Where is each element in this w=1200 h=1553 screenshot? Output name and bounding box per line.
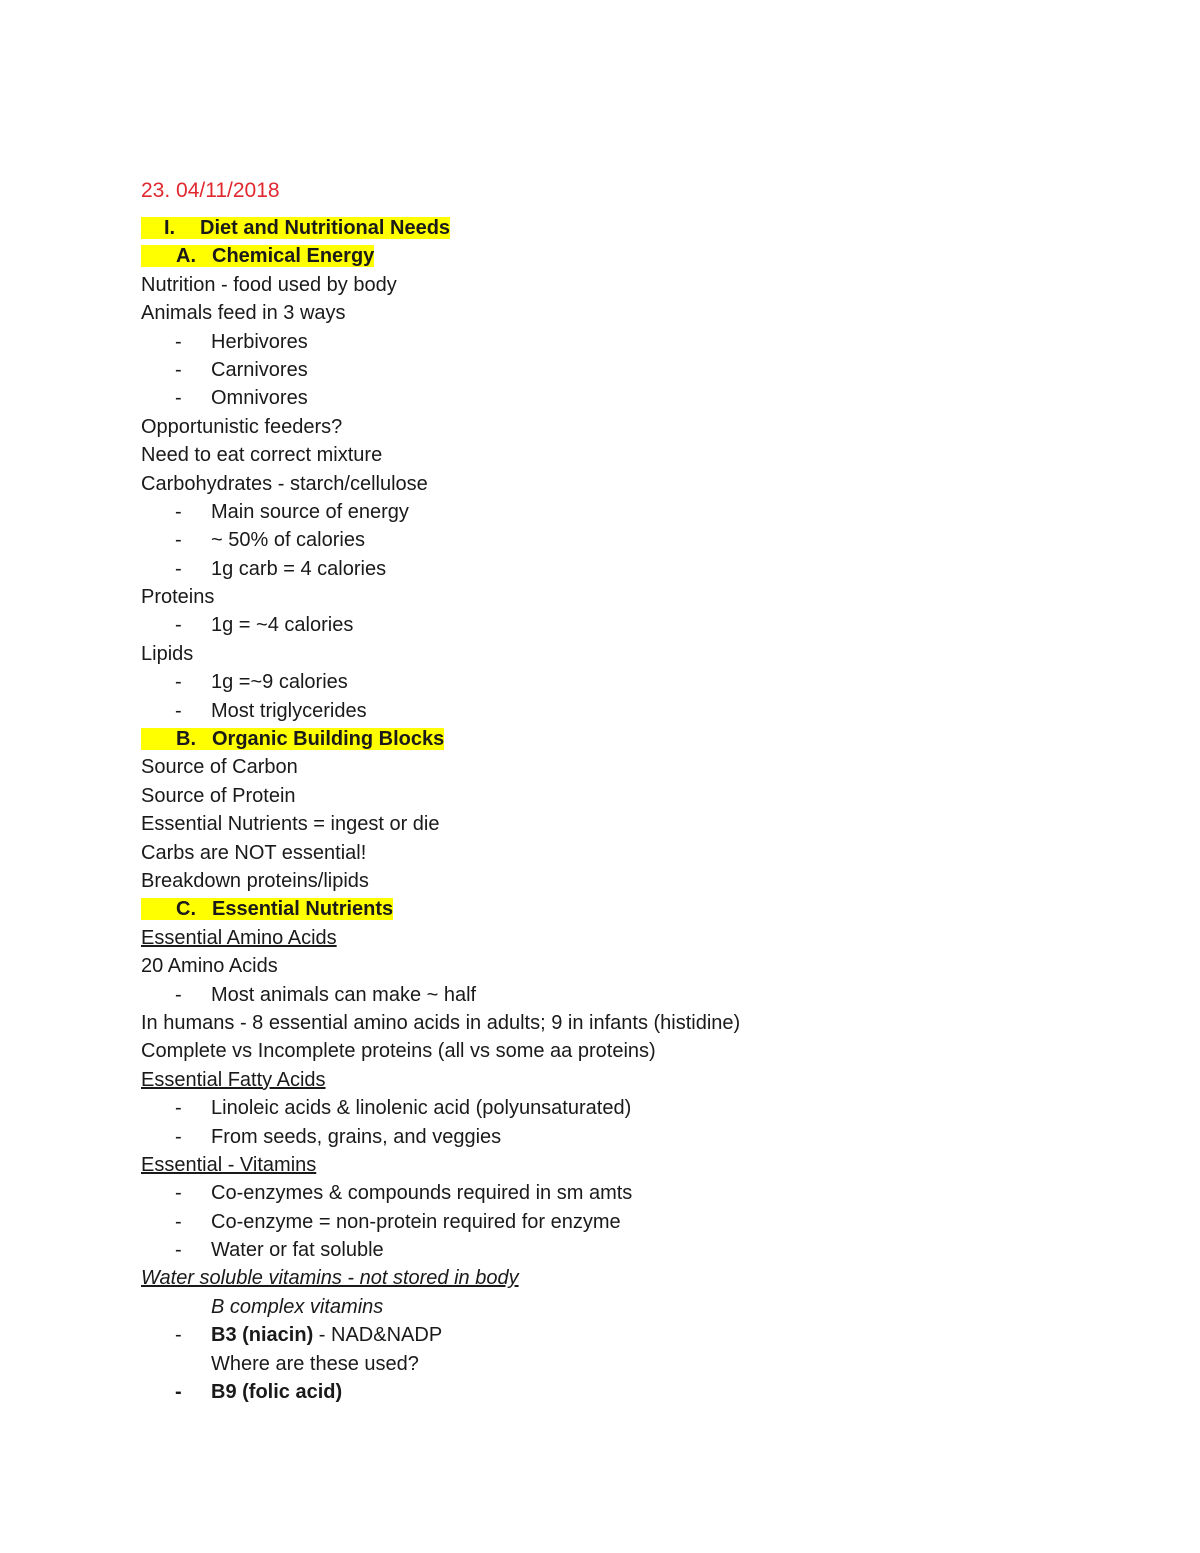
line-text: Source of Carbon xyxy=(141,756,298,779)
bullet-dash: - xyxy=(175,529,182,552)
bullet-text: 1g = ~4 calories xyxy=(211,614,354,637)
bullet-item xyxy=(141,1094,1101,1122)
line-text: Proteins xyxy=(141,586,215,609)
section-heading xyxy=(141,895,1101,923)
text-line xyxy=(141,839,1101,867)
bullet-item xyxy=(141,526,1101,554)
bullet-dash: - xyxy=(175,1324,182,1347)
heading-marker: B. xyxy=(176,728,196,751)
text-line xyxy=(141,441,1101,469)
text-line xyxy=(141,952,1101,980)
bullet-text: - NAD&NADP xyxy=(313,1324,443,1347)
line-text: Nutrition - food used by body xyxy=(141,273,397,296)
bullet-dash: - xyxy=(175,557,182,580)
bullet-text: B9 (folic acid) xyxy=(211,1381,343,1404)
bullet-dash: - xyxy=(175,387,182,410)
bullet-dash: - xyxy=(175,358,182,381)
bullet-text: Water or fat soluble xyxy=(211,1239,384,1262)
bullet-item xyxy=(141,1123,1101,1151)
italic-text: B complex vitamins xyxy=(211,1295,384,1318)
bullet-dash: - xyxy=(175,1381,182,1404)
bullet-item xyxy=(141,356,1101,384)
bullet-item xyxy=(141,498,1101,526)
heading-marker: C. xyxy=(176,898,196,921)
text-line xyxy=(141,583,1101,611)
heading-text: Diet and Nutritional Needs xyxy=(200,217,451,239)
line-text: Essential Nutrients = ingest or die xyxy=(141,813,440,836)
heading-highlight xyxy=(141,898,393,920)
heading-text: Organic Building Blocks xyxy=(212,728,445,751)
bullet-item xyxy=(141,668,1101,696)
bullet-text: Linoleic acids & linolenic acid (polyunsaturated) xyxy=(211,1097,632,1120)
bullet-text: Main source of energy xyxy=(211,500,409,523)
text-line xyxy=(141,640,1101,668)
notes-body xyxy=(141,214,1101,1406)
line-text: Lipids xyxy=(141,642,194,665)
line-text: Animals feed in 3 ways xyxy=(141,302,346,325)
bullet-dash: - xyxy=(175,983,182,1006)
bullet-dash: - xyxy=(175,1182,182,1205)
underlined-text: Essential Amino Acids xyxy=(141,926,337,949)
text-line xyxy=(141,1009,1101,1037)
indented-line xyxy=(141,1293,1101,1321)
bullet-dash: - xyxy=(175,1125,182,1148)
section-heading xyxy=(141,214,1101,242)
bullet-text: Omnivores xyxy=(211,387,308,410)
indented-line xyxy=(141,1350,1101,1378)
line-text: 20 Amino Acids xyxy=(141,955,278,978)
bullet-item xyxy=(141,1208,1101,1236)
date-heading: 23. 04/11/2018 xyxy=(141,179,280,202)
underlined-italic-text: Water soluble vitamins - not stored in body xyxy=(141,1267,519,1290)
bullet-text: ~ 50% of calories xyxy=(211,529,365,552)
bullet-dash: - xyxy=(175,699,182,722)
underlined-text: Essential Fatty Acids xyxy=(141,1068,326,1091)
bullet-text: Carnivores xyxy=(211,358,308,381)
heading-highlight xyxy=(141,728,444,750)
text-line xyxy=(141,1037,1101,1065)
bullet-item xyxy=(141,555,1101,583)
line-text: Carbohydrates - starch/cellulose xyxy=(141,472,428,495)
line-text: Need to eat correct mixture xyxy=(141,444,383,467)
bullet-item xyxy=(141,1179,1101,1207)
line-text: Opportunistic feeders? xyxy=(141,415,343,438)
line-text: Breakdown proteins/lipids xyxy=(141,869,369,892)
bullet-text: Co-enzyme = non-protein required for enzyme xyxy=(211,1210,621,1233)
text-line xyxy=(141,867,1101,895)
heading-marker: I. xyxy=(164,217,176,239)
subsection-label xyxy=(141,924,1101,952)
bullet-dash: - xyxy=(175,1210,182,1233)
heading-text: Essential Nutrients xyxy=(212,898,394,921)
line-text: Source of Protein xyxy=(141,784,296,807)
bullet-text: 1g carb = 4 calories xyxy=(211,557,387,580)
bullet-text: Herbivores xyxy=(211,330,308,353)
text-line xyxy=(141,413,1101,441)
bullet-text: Most animals can make ~ half xyxy=(211,983,477,1006)
bullet-bold-lead: B3 (niacin) xyxy=(211,1324,314,1347)
bullet-dash: - xyxy=(175,1239,182,1262)
heading-text: Chemical Energy xyxy=(212,245,375,268)
bullet-item xyxy=(141,697,1101,725)
subsection-label xyxy=(141,1264,1101,1292)
text-line xyxy=(141,271,1101,299)
bullet-text: 1g =~9 calories xyxy=(211,671,348,694)
document-page xyxy=(141,174,1101,1406)
subsection-label xyxy=(141,1151,1101,1179)
bullet-item xyxy=(141,384,1101,412)
line-text: Complete vs Incomplete proteins (all vs some aa proteins) xyxy=(141,1040,656,1063)
text-line xyxy=(141,810,1101,838)
heading-highlight xyxy=(141,217,450,239)
bullet-item xyxy=(141,1236,1101,1264)
bullet-item xyxy=(141,1321,1101,1349)
bullet-dash: - xyxy=(175,500,182,523)
line-text: Carbs are NOT essential! xyxy=(141,841,367,864)
text-line xyxy=(141,782,1101,810)
bullet-item xyxy=(141,328,1101,356)
bullet-text: From seeds, grains, and veggies xyxy=(211,1125,502,1148)
section-heading xyxy=(141,242,1101,270)
heading-highlight xyxy=(141,245,374,267)
bullet-dash: - xyxy=(175,671,182,694)
bullet-text: Co-enzymes & compounds required in sm amts xyxy=(211,1182,633,1205)
bullet-item xyxy=(141,611,1101,639)
bullet-text: Most triglycerides xyxy=(211,699,367,722)
subsection-label xyxy=(141,1066,1101,1094)
bullet-dash: - xyxy=(175,614,182,637)
text-line xyxy=(141,753,1101,781)
underlined-text: Essential - Vitamins xyxy=(141,1153,317,1176)
heading-marker: A. xyxy=(176,245,196,268)
bullet-dash: - xyxy=(175,330,182,353)
bullet-item xyxy=(141,981,1101,1009)
line-text: In humans - 8 essential amino acids in adults; 9 in infants (histidine) xyxy=(141,1011,741,1034)
text-line xyxy=(141,470,1101,498)
indented-text: Where are these used? xyxy=(211,1352,419,1375)
bullet-dash: - xyxy=(175,1097,182,1120)
bullet-item xyxy=(141,1378,1101,1406)
section-heading xyxy=(141,725,1101,753)
text-line xyxy=(141,299,1101,327)
